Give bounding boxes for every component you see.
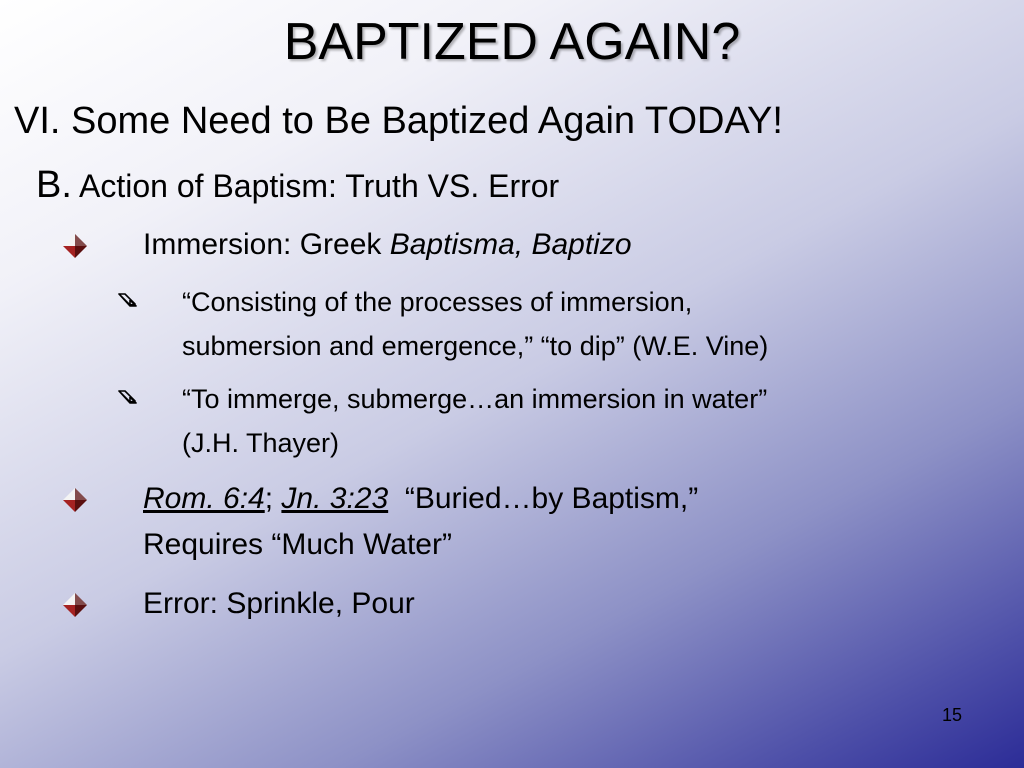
scripture-link-john[interactable]: Jn. 3:23 (281, 482, 389, 515)
thayer-definition-line2: (J.H. Thayer) (182, 428, 340, 458)
hollow-arrow-icon (116, 289, 140, 313)
vine-definition (182, 280, 1002, 368)
bullet-scriptures (143, 476, 698, 568)
bullet-immersion-text: Immersion: Greek (143, 228, 390, 261)
diamond-bullet-icon (62, 592, 88, 618)
vine-definition-line2: submersion and emergence,” “to dip” (W.E. Vine) (182, 331, 769, 361)
section-heading: VI. Some Need to Be Baptized Again TODAY! (14, 100, 783, 142)
hollow-arrow-icon (116, 386, 140, 410)
subsection-prefix: B. (36, 164, 72, 206)
bullet-immersion (143, 222, 632, 268)
bullet-error: Error: Sprinkle, Pour (143, 587, 415, 620)
page-number: 15 (941, 705, 962, 725)
diamond-bullet-icon (62, 487, 88, 513)
diamond-bullet-icon (62, 233, 88, 259)
vine-definition-line1: “Consisting of the processes of immersion, (182, 287, 693, 317)
bullet-scriptures-line2: Requires “Much Water” (143, 528, 452, 561)
scripture-link-romans[interactable]: Rom. 6:4 (143, 482, 265, 515)
subsection-heading (36, 162, 559, 209)
thayer-definition (182, 377, 1002, 465)
bullet-immersion-greek: Baptisma, Baptizo (389, 228, 632, 261)
subsection-text: Action of Baptism: Truth VS. Error (79, 168, 560, 204)
slide-title: BAPTIZED AGAIN? (283, 13, 741, 71)
bullet-scriptures-line1 (143, 476, 698, 522)
scripture-separator: ; (264, 482, 274, 515)
buried-quote: “Buried…by Baptism,” (404, 482, 699, 515)
thayer-definition-line1: “To immerge, submerge…an immersion in water” (182, 384, 768, 414)
